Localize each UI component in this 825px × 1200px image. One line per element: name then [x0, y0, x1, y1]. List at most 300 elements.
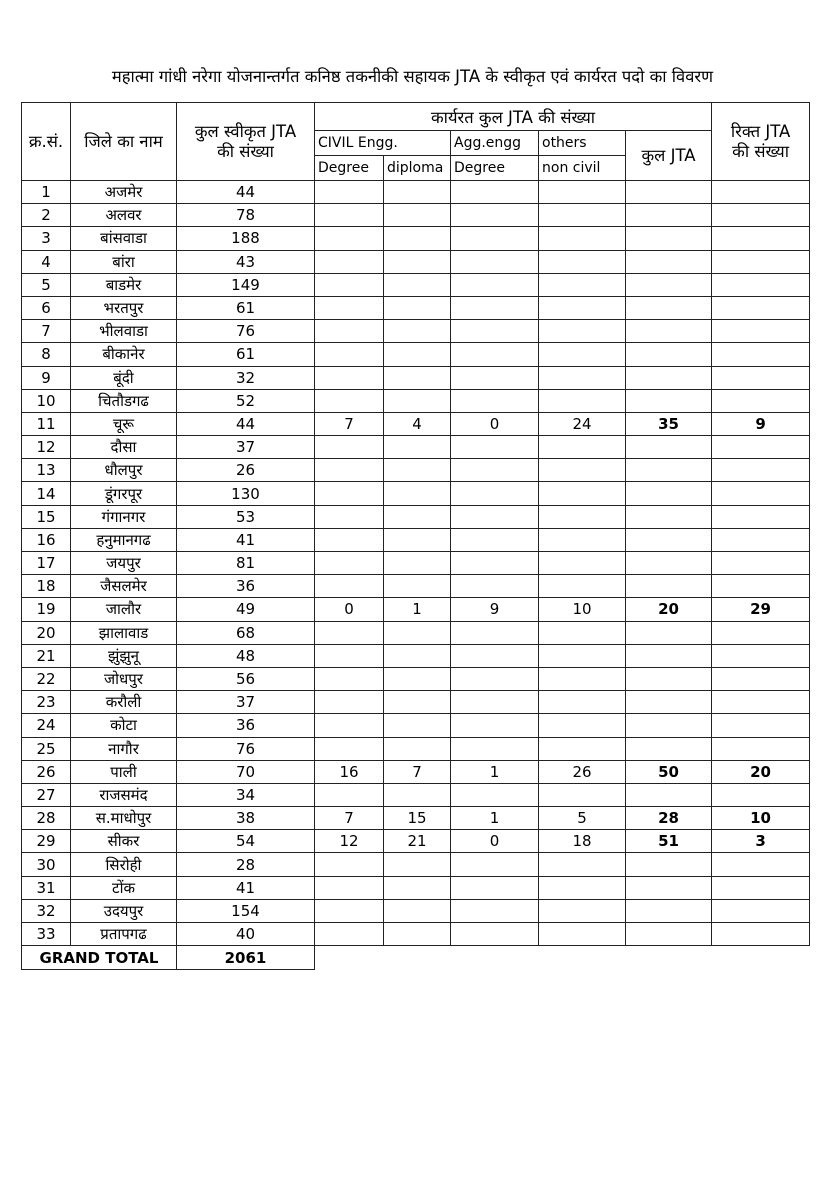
- table-row: [22, 737, 810, 760]
- row-sanctioned: 188: [177, 227, 315, 250]
- row-agg-degree: [451, 436, 539, 459]
- row-vacant: [712, 505, 810, 528]
- header-district: जिले का नाम: [71, 103, 177, 181]
- row-sanctioned: 61: [177, 343, 315, 366]
- row-sanctioned: 81: [177, 552, 315, 575]
- row-agg-degree: [451, 575, 539, 598]
- row-total-jta: [626, 459, 712, 482]
- row-non-civil: [539, 899, 626, 922]
- row-total-jta: [626, 227, 712, 250]
- row-civil-diploma: [384, 552, 451, 575]
- header-agg-degree: Degree: [451, 156, 539, 181]
- row-sno: 10: [22, 389, 71, 412]
- row-vacant: 3: [712, 830, 810, 853]
- row-agg-degree: [451, 482, 539, 505]
- row-civil-diploma: [384, 783, 451, 806]
- table-row: [22, 273, 810, 296]
- row-vacant: [712, 575, 810, 598]
- row-district: अलवर: [71, 204, 177, 227]
- row-vacant: [712, 482, 810, 505]
- row-sno: 28: [22, 807, 71, 830]
- row-sno: 29: [22, 830, 71, 853]
- row-district: उदयपुर: [71, 899, 177, 922]
- row-sno: 18: [22, 575, 71, 598]
- row-sno: 25: [22, 737, 71, 760]
- row-civil-degree: [315, 482, 384, 505]
- row-sanctioned: 36: [177, 575, 315, 598]
- row-sanctioned: 61: [177, 296, 315, 319]
- row-district: बूंदी: [71, 366, 177, 389]
- row-civil-diploma: [384, 320, 451, 343]
- row-agg-degree: [451, 667, 539, 690]
- row-sno: 1: [22, 181, 71, 204]
- row-non-civil: [539, 714, 626, 737]
- row-district: गंगानगर: [71, 505, 177, 528]
- row-sanctioned: 28: [177, 853, 315, 876]
- row-civil-diploma: [384, 714, 451, 737]
- row-civil-diploma: [384, 575, 451, 598]
- row-sno: 21: [22, 644, 71, 667]
- row-sanctioned: 36: [177, 714, 315, 737]
- row-non-civil: 26: [539, 760, 626, 783]
- row-sno: 20: [22, 621, 71, 644]
- row-civil-diploma: 1: [384, 598, 451, 621]
- row-total-jta: [626, 528, 712, 551]
- row-civil-diploma: [384, 436, 451, 459]
- row-sno: 33: [22, 923, 71, 946]
- row-district: जैसलमेर: [71, 575, 177, 598]
- row-total-jta: [626, 714, 712, 737]
- row-sno: 30: [22, 853, 71, 876]
- table-header: [22, 103, 810, 181]
- row-civil-degree: [315, 296, 384, 319]
- row-civil-diploma: [384, 923, 451, 946]
- row-civil-diploma: 4: [384, 412, 451, 435]
- row-civil-diploma: [384, 505, 451, 528]
- row-sno: 7: [22, 320, 71, 343]
- row-civil-diploma: [384, 273, 451, 296]
- header-sanctioned-line2: की संख्या: [217, 141, 274, 161]
- row-total-jta: 28: [626, 807, 712, 830]
- row-sanctioned: 53: [177, 505, 315, 528]
- header-sno: क्र.सं.: [22, 103, 71, 181]
- row-civil-diploma: [384, 876, 451, 899]
- row-sno: 31: [22, 876, 71, 899]
- row-agg-degree: [451, 923, 539, 946]
- row-sno: 16: [22, 528, 71, 551]
- row-civil-diploma: [384, 482, 451, 505]
- row-civil-degree: [315, 667, 384, 690]
- row-district: चितौडगढ: [71, 389, 177, 412]
- table-row: [22, 320, 810, 343]
- row-sno: 15: [22, 505, 71, 528]
- row-district: जालौर: [71, 598, 177, 621]
- row-sanctioned: 44: [177, 181, 315, 204]
- row-total-jta: [626, 296, 712, 319]
- row-civil-degree: [315, 459, 384, 482]
- row-sanctioned: 154: [177, 899, 315, 922]
- row-civil-diploma: [384, 899, 451, 922]
- row-district: बांसवाडा: [71, 227, 177, 250]
- row-vacant: [712, 227, 810, 250]
- row-sanctioned: 38: [177, 807, 315, 830]
- row-vacant: [712, 389, 810, 412]
- row-civil-diploma: [384, 667, 451, 690]
- row-non-civil: [539, 459, 626, 482]
- row-district: कोटा: [71, 714, 177, 737]
- row-civil-degree: [315, 876, 384, 899]
- row-non-civil: [539, 273, 626, 296]
- row-total-jta: 50: [626, 760, 712, 783]
- row-sanctioned: 37: [177, 691, 315, 714]
- row-civil-degree: 7: [315, 412, 384, 435]
- jta-table: [21, 102, 810, 970]
- row-total-jta: [626, 343, 712, 366]
- row-agg-degree: [451, 459, 539, 482]
- row-vacant: [712, 436, 810, 459]
- row-civil-degree: [315, 273, 384, 296]
- row-agg-degree: [451, 783, 539, 806]
- header-vacant-line1: रिक्त JTA: [730, 121, 791, 141]
- row-vacant: [712, 204, 810, 227]
- row-vacant: [712, 644, 810, 667]
- row-non-civil: [539, 204, 626, 227]
- document-title: महात्मा गांधी नरेगा योजनान्तर्गत कनिष्ठ तकनीकी सहायक JTA के स्वीकृत एवं कार्यरत पदो का विवरण: [111, 67, 714, 86]
- row-civil-degree: [315, 552, 384, 575]
- table-row: [22, 621, 810, 644]
- row-vacant: [712, 181, 810, 204]
- row-district: जयपुर: [71, 552, 177, 575]
- table-row: [22, 760, 810, 783]
- row-non-civil: 24: [539, 412, 626, 435]
- row-total-jta: [626, 181, 712, 204]
- row-sanctioned: 43: [177, 250, 315, 273]
- row-district: झुंझुनू: [71, 644, 177, 667]
- row-sanctioned: 44: [177, 412, 315, 435]
- table-row: [22, 459, 810, 482]
- row-total-jta: [626, 575, 712, 598]
- grand-total-empty: [315, 946, 810, 970]
- row-non-civil: [539, 181, 626, 204]
- row-vacant: [712, 320, 810, 343]
- row-civil-degree: [315, 505, 384, 528]
- row-vacant: [712, 250, 810, 273]
- row-civil-degree: [315, 899, 384, 922]
- row-district: झालावाड: [71, 621, 177, 644]
- row-total-jta: [626, 644, 712, 667]
- row-sanctioned: 76: [177, 737, 315, 760]
- row-sanctioned: 34: [177, 783, 315, 806]
- row-non-civil: [539, 320, 626, 343]
- row-civil-diploma: 15: [384, 807, 451, 830]
- row-sno: 13: [22, 459, 71, 482]
- row-vacant: [712, 691, 810, 714]
- row-non-civil: [539, 644, 626, 667]
- table-row: [22, 250, 810, 273]
- row-civil-diploma: [384, 853, 451, 876]
- row-district: नागौर: [71, 737, 177, 760]
- table-row: [22, 343, 810, 366]
- table-row: [22, 552, 810, 575]
- row-sno: 12: [22, 436, 71, 459]
- row-agg-degree: [451, 343, 539, 366]
- row-total-jta: [626, 853, 712, 876]
- row-civil-diploma: [384, 737, 451, 760]
- row-sanctioned: 130: [177, 482, 315, 505]
- table-row: [22, 482, 810, 505]
- header-vacant: [712, 103, 810, 181]
- grand-total-row: [22, 946, 810, 970]
- row-vacant: [712, 273, 810, 296]
- row-civil-degree: [315, 644, 384, 667]
- row-district: पाली: [71, 760, 177, 783]
- row-total-jta: [626, 667, 712, 690]
- row-civil-diploma: [384, 528, 451, 551]
- row-vacant: [712, 714, 810, 737]
- row-sanctioned: 68: [177, 621, 315, 644]
- row-total-jta: [626, 783, 712, 806]
- table-row: [22, 876, 810, 899]
- row-total-jta: [626, 621, 712, 644]
- table-row: [22, 783, 810, 806]
- row-non-civil: [539, 737, 626, 760]
- row-non-civil: [539, 296, 626, 319]
- header-non-civil: non civil: [539, 156, 626, 181]
- row-sno: 8: [22, 343, 71, 366]
- row-civil-degree: [315, 621, 384, 644]
- header-civil: CIVIL Engg.: [315, 131, 451, 156]
- row-sanctioned: 41: [177, 876, 315, 899]
- row-sanctioned: 26: [177, 459, 315, 482]
- row-total-jta: [626, 691, 712, 714]
- row-agg-degree: [451, 296, 539, 319]
- row-sno: 19: [22, 598, 71, 621]
- row-district: डूंगरपूर: [71, 482, 177, 505]
- row-agg-degree: 1: [451, 807, 539, 830]
- row-district: भीलवाडा: [71, 320, 177, 343]
- row-sanctioned: 48: [177, 644, 315, 667]
- row-sno: 4: [22, 250, 71, 273]
- row-sanctioned: 78: [177, 204, 315, 227]
- row-district: बांरा: [71, 250, 177, 273]
- row-district: राजसमंद: [71, 783, 177, 806]
- row-district: भरतपुर: [71, 296, 177, 319]
- row-total-jta: [626, 505, 712, 528]
- row-agg-degree: 0: [451, 830, 539, 853]
- row-sno: 17: [22, 552, 71, 575]
- row-civil-degree: 12: [315, 830, 384, 853]
- row-civil-degree: [315, 737, 384, 760]
- row-sno: 3: [22, 227, 71, 250]
- row-total-jta: [626, 250, 712, 273]
- row-non-civil: [539, 575, 626, 598]
- row-total-jta: 35: [626, 412, 712, 435]
- row-sno: 22: [22, 667, 71, 690]
- grand-total-sanctioned: 2061: [177, 946, 315, 970]
- table-row: [22, 899, 810, 922]
- row-civil-diploma: [384, 644, 451, 667]
- row-vacant: 20: [712, 760, 810, 783]
- row-agg-degree: [451, 876, 539, 899]
- row-non-civil: [539, 552, 626, 575]
- row-civil-diploma: [384, 181, 451, 204]
- row-sno: 32: [22, 899, 71, 922]
- row-non-civil: [539, 227, 626, 250]
- grand-total-label: GRAND TOTAL: [22, 946, 177, 970]
- table-row: [22, 181, 810, 204]
- row-district: प्रतापगढ: [71, 923, 177, 946]
- row-non-civil: 18: [539, 830, 626, 853]
- row-sno: 2: [22, 204, 71, 227]
- row-vacant: [712, 459, 810, 482]
- table-row: [22, 204, 810, 227]
- header-others: others: [539, 131, 626, 156]
- row-non-civil: [539, 923, 626, 946]
- row-sno: 24: [22, 714, 71, 737]
- row-non-civil: [539, 343, 626, 366]
- table-row: [22, 505, 810, 528]
- row-vacant: [712, 876, 810, 899]
- row-non-civil: [539, 389, 626, 412]
- row-agg-degree: 1: [451, 760, 539, 783]
- row-civil-degree: [315, 436, 384, 459]
- header-sanctioned: [177, 103, 315, 181]
- row-civil-degree: 7: [315, 807, 384, 830]
- row-civil-degree: [315, 691, 384, 714]
- row-sno: 26: [22, 760, 71, 783]
- row-agg-degree: [451, 899, 539, 922]
- header-sanctioned-line1: कुल स्वीकृत JTA: [194, 121, 297, 141]
- header-civil-degree: Degree: [315, 156, 384, 181]
- row-civil-degree: [315, 853, 384, 876]
- row-civil-diploma: 21: [384, 830, 451, 853]
- row-vacant: [712, 783, 810, 806]
- row-sno: 5: [22, 273, 71, 296]
- header-kul-jta: कुल JTA: [626, 131, 712, 181]
- row-vacant: [712, 853, 810, 876]
- row-agg-degree: [451, 737, 539, 760]
- table-row: [22, 714, 810, 737]
- row-vacant: [712, 621, 810, 644]
- row-total-jta: [626, 436, 712, 459]
- row-non-civil: [539, 250, 626, 273]
- table-row: [22, 853, 810, 876]
- row-sanctioned: 52: [177, 389, 315, 412]
- row-civil-diploma: [384, 227, 451, 250]
- row-civil-degree: [315, 320, 384, 343]
- row-vacant: [712, 343, 810, 366]
- row-total-jta: 51: [626, 830, 712, 853]
- row-district: स.माधोपुर: [71, 807, 177, 830]
- row-sanctioned: 70: [177, 760, 315, 783]
- row-vacant: [712, 737, 810, 760]
- header-working-total: कार्यरत कुल JTA की संख्या: [315, 103, 712, 131]
- row-agg-degree: [451, 853, 539, 876]
- row-civil-degree: [315, 389, 384, 412]
- row-civil-diploma: [384, 459, 451, 482]
- row-non-civil: [539, 853, 626, 876]
- row-civil-degree: [315, 227, 384, 250]
- row-civil-diploma: [384, 366, 451, 389]
- row-agg-degree: [451, 528, 539, 551]
- row-civil-diploma: [384, 204, 451, 227]
- row-sno: 27: [22, 783, 71, 806]
- row-civil-degree: 16: [315, 760, 384, 783]
- row-total-jta: [626, 899, 712, 922]
- row-total-jta: [626, 876, 712, 899]
- row-agg-degree: 0: [451, 412, 539, 435]
- row-vacant: [712, 528, 810, 551]
- row-agg-degree: [451, 320, 539, 343]
- row-civil-diploma: [384, 343, 451, 366]
- row-sanctioned: 149: [177, 273, 315, 296]
- row-total-jta: [626, 389, 712, 412]
- table-row: [22, 644, 810, 667]
- table-body: [22, 181, 810, 946]
- row-agg-degree: [451, 505, 539, 528]
- table-row: [22, 227, 810, 250]
- row-agg-degree: [451, 644, 539, 667]
- row-non-civil: [539, 366, 626, 389]
- row-civil-degree: [315, 923, 384, 946]
- row-total-jta: [626, 552, 712, 575]
- row-agg-degree: [451, 181, 539, 204]
- row-non-civil: [539, 667, 626, 690]
- row-agg-degree: [451, 204, 539, 227]
- row-agg-degree: [451, 552, 539, 575]
- table-row: [22, 575, 810, 598]
- row-district: सीकर: [71, 830, 177, 853]
- row-non-civil: 5: [539, 807, 626, 830]
- row-non-civil: [539, 783, 626, 806]
- table-row: [22, 436, 810, 459]
- row-total-jta: [626, 737, 712, 760]
- row-sno: 6: [22, 296, 71, 319]
- row-sno: 11: [22, 412, 71, 435]
- header-agg: Agg.engg: [451, 131, 539, 156]
- row-total-jta: [626, 923, 712, 946]
- row-civil-diploma: [384, 621, 451, 644]
- row-district: चूरू: [71, 412, 177, 435]
- row-vacant: [712, 366, 810, 389]
- table-row: [22, 528, 810, 551]
- row-non-civil: [539, 621, 626, 644]
- row-agg-degree: [451, 714, 539, 737]
- row-non-civil: [539, 482, 626, 505]
- row-civil-degree: [315, 783, 384, 806]
- row-agg-degree: [451, 273, 539, 296]
- row-sanctioned: 54: [177, 830, 315, 853]
- row-agg-degree: 9: [451, 598, 539, 621]
- row-sanctioned: 37: [177, 436, 315, 459]
- row-civil-degree: [315, 575, 384, 598]
- row-district: अजमेर: [71, 181, 177, 204]
- row-district: जोधपुर: [71, 667, 177, 690]
- row-agg-degree: [451, 227, 539, 250]
- row-vacant: [712, 899, 810, 922]
- row-non-civil: [539, 691, 626, 714]
- row-agg-degree: [451, 621, 539, 644]
- row-district: बीकानेर: [71, 343, 177, 366]
- row-civil-degree: [315, 343, 384, 366]
- row-non-civil: [539, 505, 626, 528]
- row-district: सिरोही: [71, 853, 177, 876]
- row-vacant: [712, 552, 810, 575]
- row-vacant: [712, 296, 810, 319]
- row-non-civil: [539, 528, 626, 551]
- row-agg-degree: [451, 691, 539, 714]
- row-civil-diploma: [384, 250, 451, 273]
